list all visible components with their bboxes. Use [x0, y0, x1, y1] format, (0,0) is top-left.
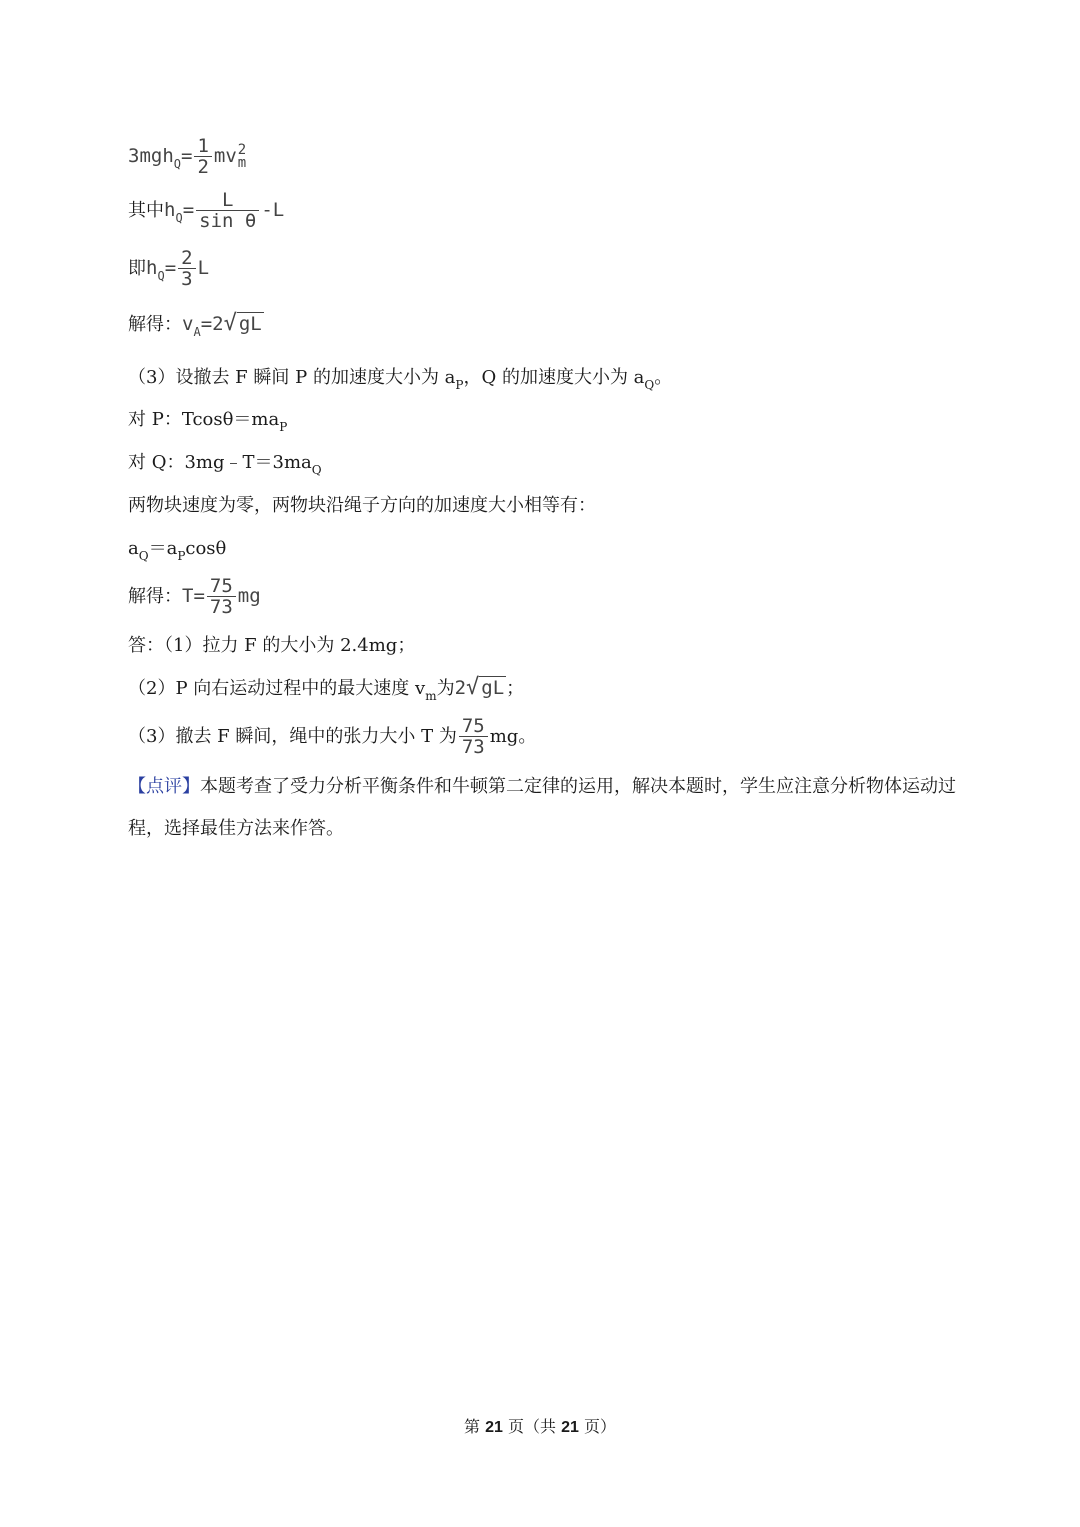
text: 答：（1）拉力 F 的大小为 2.4mg； [128, 635, 416, 656]
numerator: 2 [178, 248, 195, 269]
comment-text: 本题考查了受力分析平衡条件和牛顿第二定律的运用，解决本题时，学生应注意分析物体运动过程，选择最佳方法来作答。 [128, 776, 956, 839]
equation-energy [128, 136, 246, 177]
denominator: 73 [461, 736, 485, 758]
text: ＝a [148, 538, 178, 559]
equation-height-def [128, 190, 284, 231]
denominator: 73 [209, 596, 233, 618]
text: （3）撤去 F 瞬间，绳中的张力大小 T 为 [128, 726, 457, 747]
answer-2 [128, 676, 524, 702]
text: （3）设撤去 F 瞬间 P 的加速度大小为 a [128, 367, 456, 388]
page-footer [0, 1414, 1080, 1437]
subscript: m [237, 154, 247, 171]
radicand: gL [481, 677, 505, 699]
subscript: Q [173, 157, 181, 171]
page-total: 21 [561, 1419, 579, 1436]
text: 对 Q：3mg﹣T＝3ma [128, 452, 312, 473]
fraction [196, 190, 259, 231]
subscript: Q [138, 549, 149, 563]
numerator: L [196, 190, 259, 211]
sup-sub [237, 141, 247, 171]
equation-constraint [128, 537, 226, 562]
eq-sign: = [181, 145, 193, 167]
numerator: 75 [459, 716, 488, 737]
eq-term: v [182, 313, 194, 335]
fraction [178, 248, 195, 289]
text: mg。 [489, 726, 537, 747]
eq-term: mv [213, 145, 237, 167]
subscript: Q [311, 463, 322, 477]
numerator: 1 [194, 136, 211, 157]
eq-term: T= [182, 585, 205, 607]
comment-label: 【点评】 [128, 776, 200, 797]
footer-text: 第 [464, 1417, 486, 1436]
page-number: 21 [485, 1419, 503, 1436]
eq-term: h [146, 257, 158, 279]
superscript: 2 [237, 141, 247, 158]
eq-sign: = [164, 257, 177, 279]
subscript: m [425, 689, 437, 703]
subscript: Q [644, 378, 655, 392]
radicand: gL [238, 313, 262, 335]
subscript: Q [175, 211, 183, 225]
eq-term: h [164, 199, 176, 221]
solution-tension [128, 576, 261, 617]
text: a [128, 538, 139, 559]
equation-height-value [128, 248, 209, 289]
text: 对 P：Tcosθ＝ma [128, 409, 280, 430]
equation-q [128, 451, 322, 476]
text: ，Q 的加速度大小为 a [463, 367, 645, 388]
fraction [459, 716, 488, 757]
numerator: 75 [207, 576, 236, 597]
subscript: P [279, 420, 288, 434]
subscript: P [455, 378, 464, 392]
eq-term: L [197, 257, 210, 279]
subscript: A [193, 325, 201, 339]
text: 为 [436, 678, 455, 699]
constraint-text [128, 494, 596, 518]
equation-p [128, 408, 287, 433]
prefix-text: 解得： [128, 314, 182, 335]
text: 两物块速度为零，两物块沿绳子方向的加速度大小相等有： [128, 495, 596, 516]
prefix-text: 解得： [128, 586, 182, 607]
subscript: Q [157, 269, 165, 283]
text: ； [506, 678, 525, 699]
text: （2）P 向右运动过程中的最大速度 v [128, 678, 426, 699]
square-root: √ gL [466, 675, 505, 700]
footer-text: 页） [578, 1417, 616, 1436]
square-root: √ gL [223, 311, 262, 336]
prefix-text: 其中 [128, 200, 164, 221]
eq-term: 3mgh [128, 145, 174, 167]
denominator: sin θ [199, 210, 257, 232]
denominator: 2 [197, 156, 209, 178]
text: 。 [654, 367, 673, 388]
denominator: 3 [181, 268, 193, 290]
comment-paragraph [128, 766, 988, 850]
fraction [207, 576, 236, 617]
eq-sign: = [182, 199, 195, 221]
footer-text: 页（共 [502, 1417, 562, 1436]
prefix-text: 即 [128, 258, 146, 279]
eq-sign: =2 [200, 313, 224, 335]
eq-term: 2 [454, 677, 467, 699]
answer-3 [128, 716, 536, 757]
text: cosθ [185, 538, 227, 559]
subscript: P [177, 549, 186, 563]
fraction [194, 136, 211, 177]
answer-1 [128, 634, 415, 658]
part-3-setup [128, 366, 672, 391]
solution-velocity [128, 312, 264, 338]
eq-term: mg [237, 585, 261, 607]
eq-term: -L [261, 199, 285, 221]
